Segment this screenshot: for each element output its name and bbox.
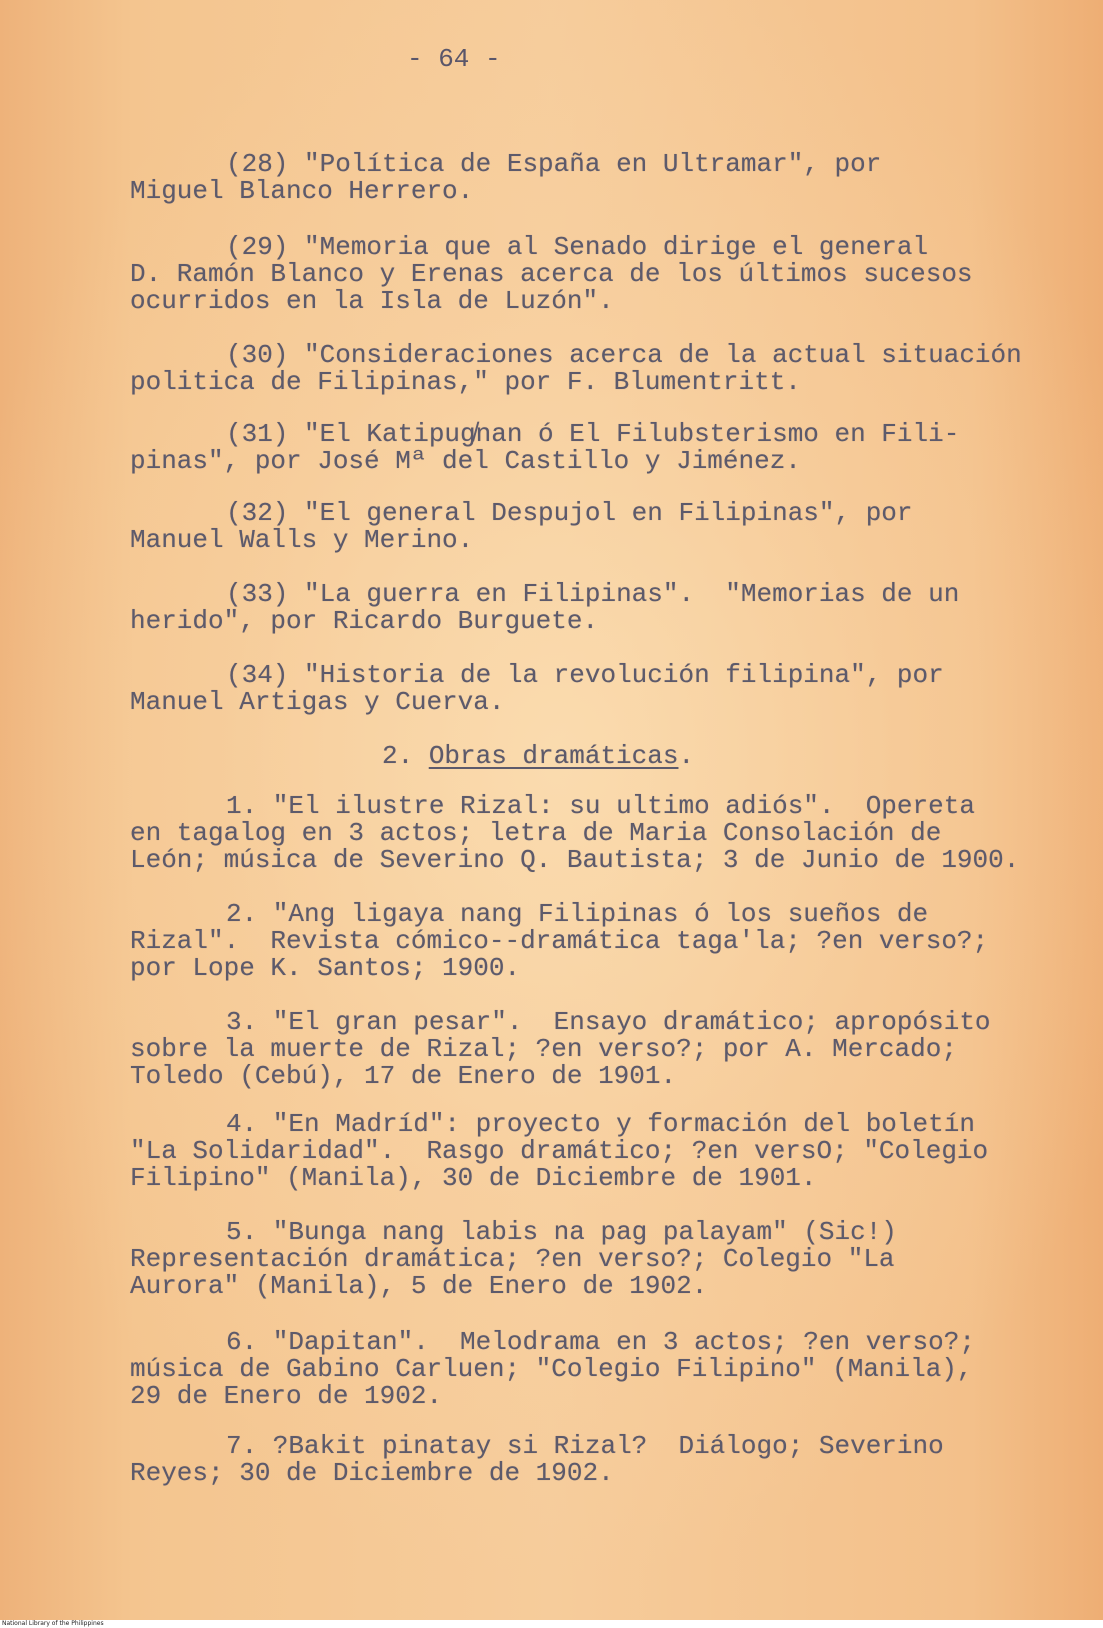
section-heading bbox=[382, 743, 694, 770]
entry-line: (28) "Política de España en Ultramar", por bbox=[226, 149, 882, 179]
bibliography-entry-32 bbox=[130, 500, 1090, 554]
dramatic-work-6 bbox=[130, 1329, 1090, 1410]
dramatic-work-7 bbox=[130, 1433, 1090, 1487]
entry-line: (32) "El general Despujol en Filipinas", por bbox=[226, 498, 913, 528]
entry-line: 3. "El gran pesar". Ensayo dramático; apropósito bbox=[226, 1007, 991, 1037]
page-number: - 64 - bbox=[407, 44, 501, 74]
entry-line: Toledo (Cebú), 17 de Enero de 1901. bbox=[130, 1061, 677, 1091]
entry-line: "La Solidaridad". Rasgo dramático; ?en versO; "Colegio bbox=[130, 1136, 989, 1166]
entry-line: (33) "La guerra en Filipinas". "Memorias de un bbox=[226, 579, 960, 609]
entry-line: 4. "En Madríd": proyecto y formación del boletín bbox=[226, 1109, 975, 1139]
dramatic-work-3 bbox=[130, 1009, 1090, 1090]
entry-line: Rizal". Revista cómico--dramática taga'la; ?en verso?; bbox=[130, 926, 989, 956]
section-number: 2. bbox=[382, 741, 429, 771]
bibliography-entry-34 bbox=[130, 662, 1090, 716]
entry-line: Manuel Walls y Merino. bbox=[130, 525, 474, 555]
entry-line: Filipino" (Manila), 30 de Diciembre de 1901. bbox=[130, 1163, 817, 1193]
entry-line: 2. "Ang ligaya nang Filipinas ó los sueños de bbox=[226, 899, 929, 929]
dramatic-work-5 bbox=[130, 1219, 1090, 1300]
entry-line: pinas", por José Mª del Castillo y Jiménez. bbox=[130, 446, 801, 476]
entry-line: 5. "Bunga nang labis na pag palayam" (Sic!) bbox=[226, 1217, 897, 1247]
entry-line: (31) "El Katipug̸nan ó El Filubsterismo en Fili- bbox=[226, 419, 960, 449]
entry-line: en tagalog en 3 actos; letra de Maria Consolación de bbox=[130, 818, 942, 848]
dramatic-work-1 bbox=[130, 793, 1090, 874]
entry-line: Miguel Blanco Herrero. bbox=[130, 176, 474, 206]
entry-line: Reyes; 30 de Diciembre de 1902. bbox=[130, 1458, 614, 1488]
footer-strip bbox=[0, 1620, 1103, 1628]
entry-line: Representación dramática; ?en verso?; Colegio "La bbox=[130, 1244, 895, 1274]
entry-line: (34) "Historia de la revolución filipina", por bbox=[226, 660, 944, 690]
entry-line: 29 de Enero de 1902. bbox=[130, 1381, 443, 1411]
entry-line: D. Ramón Blanco y Erenas acerca de los últimos sucesos bbox=[130, 259, 973, 289]
entry-line: ocurridos en la Isla de Luzón". bbox=[130, 286, 614, 316]
entry-line: sobre la muerte de Rizal; ?en verso?; por A. Mercado; bbox=[130, 1034, 957, 1064]
entry-line: por Lope K. Santos; 1900. bbox=[130, 953, 521, 983]
bibliography-entry-33 bbox=[130, 581, 1090, 635]
bibliography-entry-30 bbox=[130, 342, 1090, 396]
entry-line: 6. "Dapitan". Melodrama en 3 actos; ?en verso?; bbox=[226, 1327, 975, 1357]
entry-line: (30) "Consideraciones acerca de la actual situación bbox=[226, 340, 1022, 370]
section-heading-period: . bbox=[678, 741, 695, 771]
entry-line: herido", por Ricardo Burguete. bbox=[130, 606, 599, 636]
entry-line: León; música de Severino Q. Bautista; 3 de Junio de 1900. bbox=[130, 845, 1020, 875]
entry-line: (29) "Memoria que al Senado dirige el general bbox=[226, 232, 929, 262]
bibliography-entry-28 bbox=[130, 151, 1090, 205]
section-title: Obras dramáticas bbox=[428, 741, 679, 771]
dramatic-work-4 bbox=[130, 1111, 1090, 1192]
entry-line: Manuel Artigas y Cuerva. bbox=[130, 687, 505, 717]
entry-line: Aurora" (Manila), 5 de Enero de 1902. bbox=[130, 1271, 708, 1301]
entry-line: 7. ?Bakit pinatay si Rizal? Diálogo; Severino bbox=[226, 1431, 944, 1461]
entry-line: 1. "El ilustre Rizal: su ultimo adiós". Opereta bbox=[226, 791, 975, 821]
footer-credit: National Library of the Philippines bbox=[2, 1620, 104, 1627]
bibliography-entry-31 bbox=[130, 421, 1090, 475]
dramatic-work-2 bbox=[130, 901, 1090, 982]
bibliography-entry-29 bbox=[130, 234, 1090, 315]
entry-line: politica de Filipinas," por F. Blumentritt. bbox=[130, 367, 801, 397]
entry-line: música de Gabino Carluen; "Colegio Filipino" (Manila), bbox=[130, 1354, 973, 1384]
